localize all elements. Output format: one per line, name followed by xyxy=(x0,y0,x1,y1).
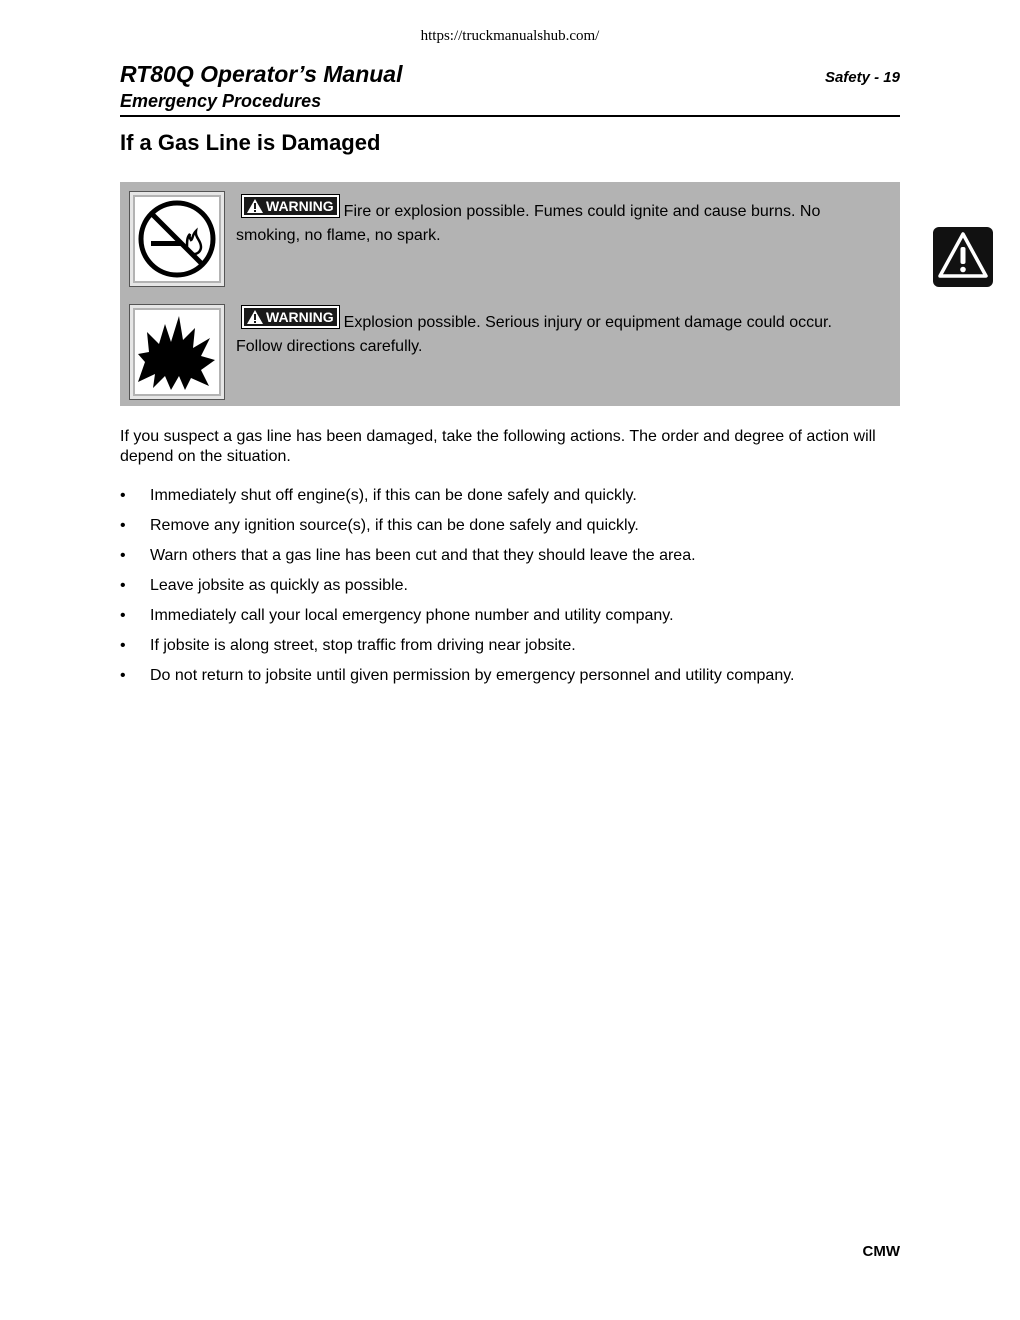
list-item-text: If jobsite is along street, stop traffic from driving near jobsite. xyxy=(150,637,576,654)
warning-badge xyxy=(241,305,340,329)
list-item-text: Leave jobsite as quickly as possible. xyxy=(150,577,408,594)
manual-title: RT80Q Operator’s Manual xyxy=(120,61,403,87)
list-item xyxy=(120,576,905,606)
warning-line-1: Explosion possible. Serious injury or equipment damage could occur. xyxy=(343,314,832,331)
page-reference: Safety - 19 xyxy=(824,69,900,86)
list-item-text: Do not return to jobsite until given permission by emergency personnel and utility company. xyxy=(150,667,795,684)
warning-text-explosion xyxy=(236,309,876,357)
warning-badge xyxy=(241,194,340,218)
list-item xyxy=(120,666,905,696)
warning-text-fire xyxy=(236,198,876,246)
no-smoking-icon xyxy=(135,197,219,281)
bullet: • xyxy=(120,487,126,504)
header-rule xyxy=(120,115,900,117)
bullet: • xyxy=(120,547,126,564)
list-item xyxy=(120,546,905,576)
warning-line-1: Fire or explosion possible. Fumes could ignite and cause burns. No xyxy=(343,203,821,220)
list-item-text: Warn others that a gas line has been cut and that they should leave the area. xyxy=(150,547,696,564)
list-item xyxy=(120,486,905,516)
chapter-subtitle: Emergency Procedures xyxy=(120,91,322,111)
warning-badge-label: WARNING xyxy=(266,198,334,214)
bullet: • xyxy=(120,577,126,594)
list-item-text: Immediately shut off engine(s), if this can be done safely and quickly. xyxy=(150,487,637,504)
warning-triangle-icon xyxy=(246,198,264,214)
safety-tab-warning-icon xyxy=(933,227,993,287)
bullet: • xyxy=(120,607,126,624)
warning-line-2: smoking, no flame, no spark. xyxy=(236,227,441,244)
bullet: • xyxy=(120,637,126,654)
footer-code: CMW xyxy=(862,1243,900,1260)
list-item xyxy=(120,636,905,666)
intro-paragraph: If you suspect a gas line has been damaged, take the following actions. The order and degree of action will depend on the situation. xyxy=(120,428,876,465)
bullet: • xyxy=(120,517,126,534)
no-smoking-pictogram xyxy=(129,191,225,287)
warning-badge-label: WARNING xyxy=(266,309,334,325)
source-url[interactable]: https://truckmanualshub.com/ xyxy=(420,28,600,44)
warning-line-2: Follow directions carefully. xyxy=(236,338,423,355)
list-item-text: Immediately call your local emergency phone number and utility company. xyxy=(150,607,674,624)
explosion-icon xyxy=(135,310,219,394)
list-item-text: Remove any ignition source(s), if this can be done safely and quickly. xyxy=(150,517,639,534)
warning-panel xyxy=(120,182,900,406)
list-item xyxy=(120,606,905,636)
section-title: If a Gas Line is Damaged xyxy=(120,130,381,155)
explosion-pictogram xyxy=(129,304,225,400)
warning-triangle-icon xyxy=(246,309,264,325)
bullet: • xyxy=(120,667,126,684)
list-item xyxy=(120,516,905,546)
action-list xyxy=(120,486,905,696)
